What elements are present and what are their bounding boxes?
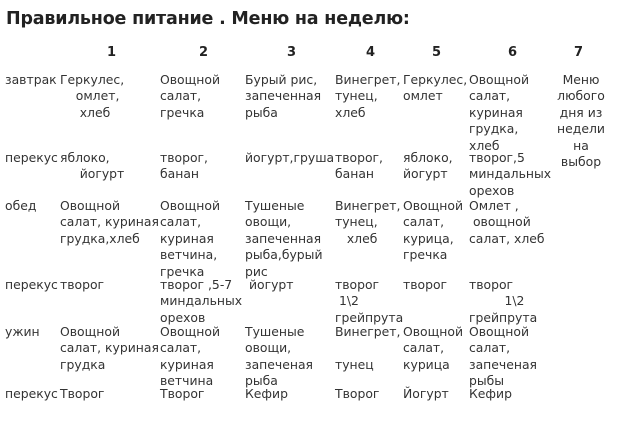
menu-cell: творог, банан [160, 150, 208, 182]
menu-cell: Овощной салат, курица [403, 324, 464, 372]
menu-cell: Овощной салат, куриная грудка,хлеб [60, 198, 159, 246]
meal-label: перекус [5, 150, 58, 165]
menu-cell: Омлет , овощной салат, хлеб [469, 198, 545, 246]
menu-cell: творог,5 миндальных орехов [469, 150, 552, 198]
meal-label: перекус [5, 277, 58, 292]
meal-label: завтрак [5, 72, 57, 87]
menu-cell: Овощной салат, куриная ветчина [160, 324, 221, 389]
menu-cell: Творог [160, 386, 205, 401]
menu-cell: Тушеные овощи, запеченая рыба [245, 324, 313, 389]
day-header: 6 [508, 45, 518, 60]
meal-label: обед [5, 198, 37, 213]
menu-cell: творог ,5-7 миндальных орехов [160, 277, 243, 325]
day7-note: Меню любого дня из недели на выбор [557, 72, 605, 170]
menu-cell: яблоко, йогурт [403, 150, 453, 182]
menu-cell: Кефир [245, 386, 288, 401]
menu-cell: Бурый рис, запеченная рыба [245, 72, 322, 120]
day-header: 5 [432, 45, 442, 60]
day-header: 1 [107, 45, 117, 60]
meal-label: ужин [5, 324, 40, 339]
menu-cell: йогурт [245, 277, 294, 292]
menu-cell: Овощной салат, гречка [160, 72, 221, 120]
menu-cell: Винегрет, тунец, хлеб [335, 198, 401, 246]
day-header: 3 [287, 45, 297, 60]
menu-cell: яблоко, йогурт [60, 150, 125, 182]
menu-cell: творог [403, 277, 448, 292]
menu-cell: йогурт,груша [245, 150, 335, 165]
menu-cell: Кефир [469, 386, 512, 401]
menu-cell: творог [60, 277, 105, 292]
menu-cell: Овощной салат, куриная грудка, хлеб [469, 72, 530, 153]
menu-cell: Творог [60, 386, 105, 401]
menu-cell: Винегрет, тунец [335, 324, 401, 372]
menu-cell: Овощной салат, запеченая рыбы [469, 324, 537, 389]
menu-cell: Тушеные овощи, запеченная рыба,бурый рис [245, 198, 323, 279]
day-header: 2 [199, 45, 209, 60]
menu-cell: Творог [335, 386, 380, 401]
menu-cell: Геркулес, омлет, хлеб [60, 72, 125, 120]
menu-cell: Йогурт [403, 386, 449, 401]
meal-label: перекус [5, 386, 58, 401]
day-header: 7 [574, 45, 584, 60]
menu-cell: Овощной салат, куриная грудка [60, 324, 159, 372]
day-header: 4 [366, 45, 376, 60]
menu-cell: Овощной салат, куриная ветчина, гречка [160, 198, 221, 279]
menu-cell: творог, банан [335, 150, 383, 182]
menu-cell: Геркулес, омлет [403, 72, 468, 104]
menu-cell: Овощной салат, курица, гречка [403, 198, 464, 263]
menu-cell: Винегрет, тунец, хлеб [335, 72, 401, 120]
menu-cell: творог 1\2 грейпрута [469, 277, 538, 325]
menu-cell: творог 1\2 грейпрута [335, 277, 404, 325]
page-title: Правильное питание . Меню на неделю: [6, 9, 410, 29]
